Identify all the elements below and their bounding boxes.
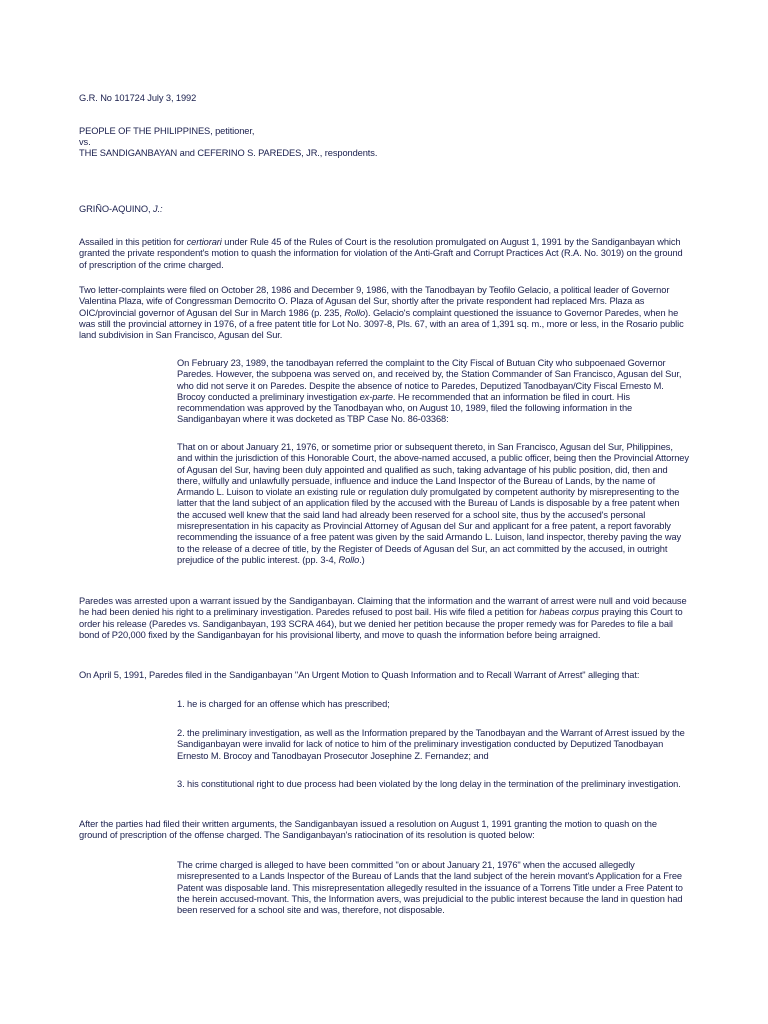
paragraph-1: Assailed in this petition for certiorari under Rule 45 of the Rules of Court is the resolution promulgated on August 1, 1991 by the Sandiganbayan which granted the private respondent's motion to quash the information for violation of the Anti-Graft and Corrupt Practices Act (R.A. No. 3019) on the ground of prescription of the crime charged. [79,237,683,270]
paragraph-4: On April 5, 1991, Paredes filed in the Sandiganbayan "An Urgent Motion to Quash Information and to Recall Warrant of Arrest" alleging that: [79,670,640,680]
quoted-paragraph-1: On February 23, 1989, the tanodbayan referred the complaint to the City Fiscal of Butuan City who subpoenaed Governor Paredes. However, the subpoena was served on, and received by, the Station Commander of San Francisco, Agusan del Sur, who did not serve it on Paredes. Despite the absence of notice to Paredes, Deputized Tanodbayan/City Fiscal Ernesto M. Brocoy conducted a preliminary investigation ex-parte. He recommended that an information be filed in court. His recommendation was approved by the Tanodbayan who, on August 10, 1989, filed the following information in the Sandiganbayan where it was docketed as TBP Case No. 86-03368: [177,358,682,425]
paragraph-3: Paredes was arrested upon a warrant issued by the Sandiganbayan. Claiming that the information and the warrant of arrest were null and void because he had been denied his right to a preliminary investigation. Paredes refused to post bail. His wife filed a petition for habeas corpus praying this Court to order his release (Paredes vs. Sandiganbayan, 193 SCRA 464), but we denied her petition because the proper remedy was for Paredes to file a bail bond of P20,000 fixed by the Sandiganbayan for his provisional liberty, and move to quash the information before being arraigned. [79,596,687,640]
party-petitioner: PEOPLE OF THE PHILIPPINES, petitioner, [79,126,255,136]
quoted-information: That on or about January 21, 1976, or sometime prior or subsequent thereto, in San Francisco, Agusan del Sur, Philippines, and within the jurisdiction of this Honorable Court, the above-named accused, a public officer, being then the Provincial Attorney of Agusan del Sur, having been duly appointed and qualified as such, taking advantage of his public position, did, then and there, wilfully and unlawfully persuade, influence and induce the Land Inspector of the Bureau of Lands, by the name of Armando L. Luison to violate an existing rule or regulation duly promulgated by competent authority by misrepresenting to the latter that the land subject of an application filed by the accused with the Bureau of Lands is disposable by a free patent when the accused well knew that the said land had already been reserved for a school site, thus by the accused's personal misrepresentation in his capacity as Provincial Attorney of Agusan del Sur and applicant for a free patent, a report favorably recommending the issuance of a free patent was given by the said Armando L. Luison, land inspector, thereby paving the way to the release of a decree of title, by the Register of Deeds of Agusan del Sur, an act committed by the accused, in outright prejudice of the public interest. (pp. 3-4, Rollo.) [177,442,689,565]
ponente-suffix: J.: [153,204,163,214]
versus-label: vs. [79,137,91,147]
paragraph-5: After the parties had filed their written arguments, the Sandiganbayan issued a resolution on August 1, 1991 granting the motion to quash on the ground of prescription of the offense charged. The Sandiganbayan's ratiocination of its resolution is quoted below: [79,819,657,841]
ponente-name: GRIÑO-AQUINO, [79,204,151,214]
list-item-2: 2. the preliminary investigation, as well as the Information prepared by the Tanodbayan and the Warrant of Arrest issued by the Sandiganbayan were invalid for lack of notice to him of the preliminary investigation conducted by Deputized Tanodbayan Ernesto M. Brocoy and Tanodbayan Prosecutor Josephine Z. Fernandez; and [177,728,685,761]
paragraph-2: Two letter-complaints were filed on October 28, 1986 and December 9, 1986, with the Tanodbayan by Teofilo Gelacio, a political leader of Governor Valentina Plaza, wife of Congressman Democrito O. Plaza of Agusan del Sur, shortly after the private respondent had replaced Mrs. Plaza as OIC/provincial governor of Agusan del Sur in March 1986 (p. 235, Rollo). Gelacio's complaint questioned the issuance to Governor Paredes, when he was still the provincial attorney in 1976, of a free patent title for Lot No. 3097-8, Pls. 67, with an area of 1,391 sq. m., more or less, in the Rosario public land subdivision in San Francisco, Agusan del Sur. [79,285,684,341]
case-number: G.R. No 101724 July 3, 1992 [79,93,197,103]
list-item-3: 3. his constitutional right to due process had been violated by the long delay in the termination of the preliminary investigation. [177,779,681,789]
party-respondents: THE SANDIGANBAYAN and CEFERINO S. PAREDES, JR., respondents. [79,148,378,158]
quoted-resolution: The crime charged is alleged to have been committed "on or about January 21, 1976" when the accused allegedly misrepresented to a Lands Inspector of the Bureau of Lands that the land subject of the herein movant's Application for a Free Patent was disposable land. This misrepresentation allegedly resulted in the issuance of a Torrens Title under a Free Patent to the herein accused-movant. This, the Information avers, was prejudicial to the public interest because the land in question had been reserved for a school site and was, therefore, not disposable. [177,860,683,916]
ponente-line [79,204,687,215]
list-item-1: 1. he is charged for an offense which has prescribed; [177,699,390,709]
